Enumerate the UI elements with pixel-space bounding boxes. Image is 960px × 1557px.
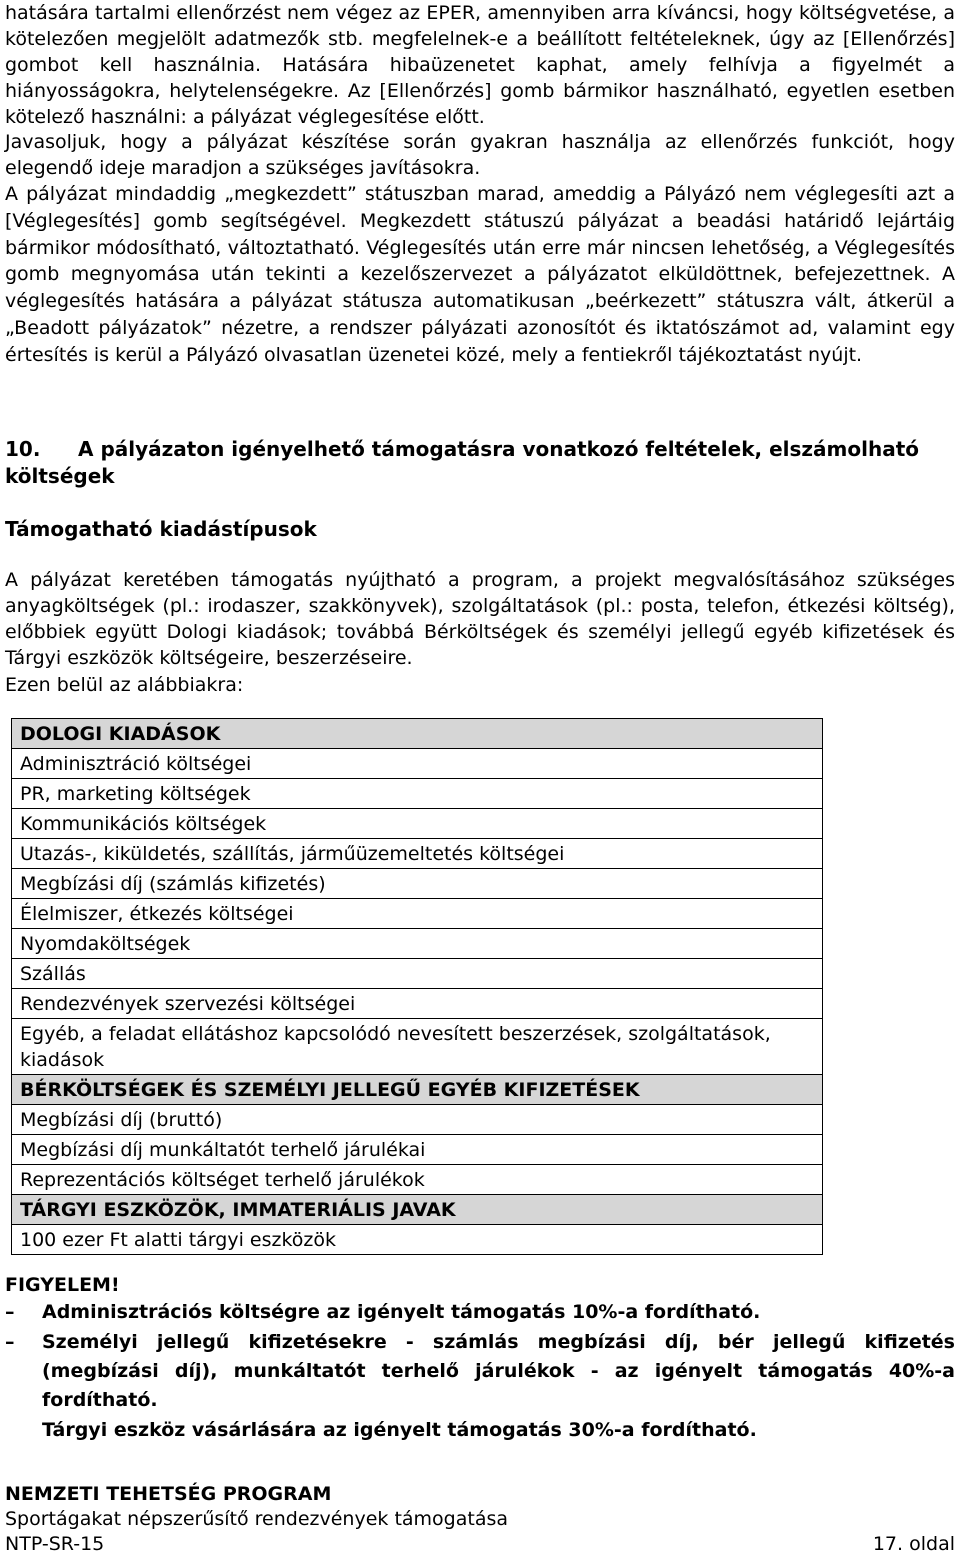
expense-item: PR, marketing költségek	[12, 779, 823, 809]
table-row	[12, 1135, 823, 1165]
warning-item	[5, 1328, 955, 1415]
table-category-row	[12, 1195, 823, 1225]
footer-code: NTP-SR-15	[5, 1533, 105, 1555]
section-title: A pályázaton igényelhető támogatásra vonatkozó feltételek, elszámolható költségek	[5, 437, 920, 488]
expense-item: Egyéb, a feladat ellátáshoz kapcsolódó nevesített beszerzések, szolgáltatások, kiadások	[12, 1019, 823, 1075]
category-berkoltsegek: BÉRKÖLTSÉGEK ÉS SZEMÉLYI JELLEGŰ EGYÉB KIFIZETÉSEK	[12, 1075, 823, 1105]
warning-item	[5, 1416, 955, 1445]
footer-subtitle: Sportágakat népszerűsítő rendezvények támogatása	[5, 1508, 509, 1530]
expense-item: Megbízási díj (bruttó)	[12, 1105, 823, 1135]
table-row	[12, 1165, 823, 1195]
table-category-row	[12, 719, 823, 749]
paragraph-finalization: A pályázat mindaddig „megkezdett” státuszban marad, ameddig a Pályázó nem véglegesíti azt a [Véglegesítés] gomb segítségével. Megkezdett státuszú pályázat a beadási határidő lejártáig bármikor módosítható, változtatható. Véglegesítés után erre már nincsen lehetőség, a Véglegesítés gomb megnyomása után tekinti a kezelőszervezet a pályázatot elküldöttnek, befejezettnek. A véglegesítés hatására a pályázat státusza automatikusan „beérkezett” státuszra vált, átkerül a „Beadott pályázatok” nézetre, a rendszer pályázati azonosítót és iktatószámot ad, valamint egy értesítés is kerül a Pályázó olvasatlan üzenetei közé, mely a fentiekről tájékoztatást nyújt.	[5, 183, 955, 366]
subheading-expense-types: Támogatható kiadástípusok	[5, 517, 317, 541]
table-row	[12, 1225, 823, 1255]
expense-item: Kommunikációs költségek	[12, 809, 823, 839]
table-row	[12, 749, 823, 779]
expense-item: Adminisztráció költségei	[12, 749, 823, 779]
expense-item: Szállás	[12, 959, 823, 989]
paragraph-check-advice: Javasoljuk, hogy a pályázat készítése során gyakran használja az ellenőrzés funkciót, hogy elegendő ideje maradjon a szükséges javításokra.	[5, 131, 955, 180]
footer-bottom-line	[5, 1531, 955, 1557]
paragraph-list-intro: Ezen belül az alábbiakra:	[5, 674, 244, 696]
table-category-row	[12, 1075, 823, 1105]
table-row	[12, 779, 823, 809]
category-dologi: DOLOGI KIADÁSOK	[12, 719, 823, 749]
expense-item: Nyomdaköltségek	[12, 929, 823, 959]
table-row	[12, 839, 823, 869]
table-row	[12, 1105, 823, 1135]
table-row	[12, 899, 823, 929]
expense-categories-table	[11, 718, 823, 1255]
section-heading	[5, 436, 955, 490]
table-row	[12, 1019, 823, 1075]
warning-item-text: Személyi jellegű kifizetésekre - számlás megbízási díj, bér jellegű kifizetés (megbízási díj), munkáltatót terhelő járulékok - az igényelt támogatás 40%-a fordítható.	[42, 1331, 955, 1411]
table-row	[12, 989, 823, 1019]
warning-title: FIGYELEM!	[5, 1274, 120, 1296]
expense-item: Utazás-, kiküldetés, szállítás, járműüzemeltetés költségei	[12, 839, 823, 869]
page-number: 17. oldal	[872, 1533, 955, 1555]
section-number: 10.	[5, 437, 41, 461]
table-row	[12, 869, 823, 899]
table-row	[12, 959, 823, 989]
table-row	[12, 809, 823, 839]
expense-item: 100 ezer Ft alatti tárgyi eszközök	[12, 1225, 823, 1255]
expense-item: Élelmiszer, étkezés költségei	[12, 899, 823, 929]
expense-item: Rendezvények szervezési költségei	[12, 989, 823, 1019]
footer-program: NEMZETI TEHETSÉG PROGRAM	[5, 1483, 332, 1505]
expense-item: Reprezentációs költséget terhelő járulékok	[12, 1165, 823, 1195]
warning-item-text: Adminisztrációs költségre az igényelt támogatás 10%-a fordítható.	[42, 1301, 761, 1323]
dash-marker: –	[5, 1331, 15, 1353]
warning-item	[5, 1298, 955, 1327]
paragraph-supported-costs: A pályázat keretében támogatás nyújtható a program, a projekt megvalósításához szükséges anyagköltségek (pl.: irodaszer, szakkönyvek), szolgáltatások (pl.: posta, telefon, étkezési költség), előbbiek együtt Dologi kiadások; továbbá Bérköltségek és személyi jellegű egyéb kifizetések és Tárgyi eszközök költségeire, beszerzéseire.	[5, 569, 955, 670]
dash-marker: –	[5, 1301, 15, 1323]
warning-item-text: Tárgyi eszköz vásárlására az igényelt támogatás 30%-a fordítható.	[42, 1419, 757, 1441]
paragraph-check-button: hatására tartalmi ellenőrzést nem végez az EPER, amennyiben arra kíváncsi, hogy költségvetése, a kötelezően megjelölt adatmezők stb. megfelelnek-e a beállított feltételeknek, úgy az [Ellenőrzés] gombot kell használnia. Hatására hibaüzenetet kaphat, amely felhívja a figyelmét a hiányosságokra, helytelenségekre. Az [Ellenőrzés] gomb bármikor használható, egyetlen esetben kötelező használni: a pályázat véglegesítése előtt.	[5, 2, 955, 129]
expense-item: Megbízási díj munkáltatót terhelő járulékai	[12, 1135, 823, 1165]
table-row	[12, 929, 823, 959]
category-targyi-eszkozok: TÁRGYI ESZKÖZÖK, IMMATERIÁLIS JAVAK	[12, 1195, 823, 1225]
expense-item: Megbízási díj (számlás kifizetés)	[12, 869, 823, 899]
